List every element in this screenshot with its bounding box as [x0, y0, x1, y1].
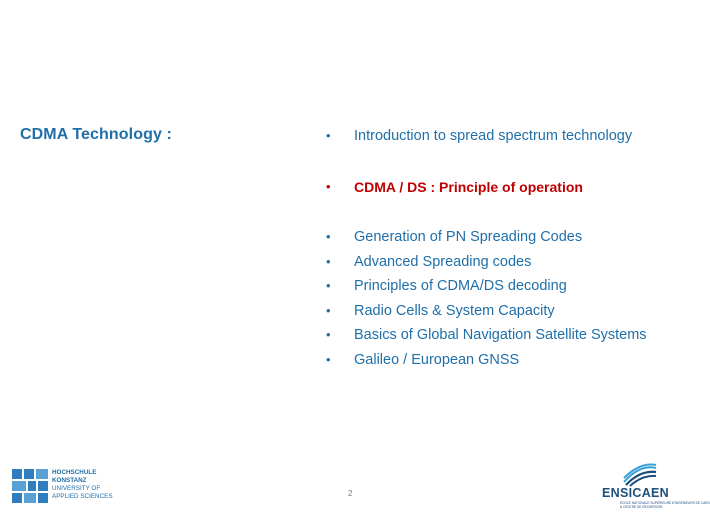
bullet-icon: • [326, 128, 331, 143]
htwg-line: KONSTANZ [52, 477, 87, 484]
htwg-line: UNIVERSITY OF [52, 485, 101, 492]
ensicaen-tagline [620, 501, 710, 509]
bullet-icon: • [326, 178, 331, 194]
topic-item [326, 124, 676, 149]
topic-item [326, 250, 676, 275]
page-number: 2 [348, 489, 353, 498]
ensicaen-logo [600, 462, 710, 510]
topic-item [326, 225, 676, 250]
topic-item [326, 299, 676, 324]
topic-item [326, 323, 676, 348]
topic-label: Radio Cells & System Capacity [354, 302, 555, 319]
topic-list [326, 124, 676, 372]
topic-label: Introduction to spread spectrum technology [354, 128, 633, 144]
topic-label: Principles of CDMA/DS decoding [354, 278, 567, 294]
bullet-icon: • [326, 302, 331, 318]
topic-item [326, 348, 676, 373]
bullet-icon: • [326, 351, 331, 367]
topic-item-current [326, 175, 676, 200]
topic-label: Galileo / European GNSS [354, 351, 520, 368]
htwg-logo [12, 469, 122, 503]
bullet-icon: • [326, 253, 331, 269]
htwg-line: HOCHSCHULE [52, 469, 97, 476]
htwg-line: APPLIED SCIENCES [52, 493, 113, 500]
ensicaen-swoosh-icon [622, 462, 658, 486]
ensicaen-tagline-line: ÉCOLE NATIONALE SUPÉRIEURE D'INGÉNIEURS DE CAEN [620, 501, 710, 505]
htwg-logo-text [52, 469, 113, 501]
bullet-icon: • [326, 327, 331, 342]
ensicaen-tagline-line: & CENTRE DE RECHERCHE [620, 505, 663, 509]
bullet-icon: • [326, 229, 331, 244]
topic-label: Basics of Global Navigation Satellite Systems [354, 327, 647, 343]
topic-item [326, 274, 676, 299]
bullet-icon: • [326, 278, 331, 293]
htwg-logo-icon [12, 469, 48, 503]
section-title: CDMA Technology : [20, 126, 172, 143]
topic-label: Generation of PN Spreading Codes [354, 229, 583, 245]
topic-label: Advanced Spreading codes [354, 253, 532, 270]
ensicaen-wordmark: ENSICAEN [602, 486, 669, 500]
topic-label: CDMA / DS : Principle of operation [354, 178, 583, 195]
